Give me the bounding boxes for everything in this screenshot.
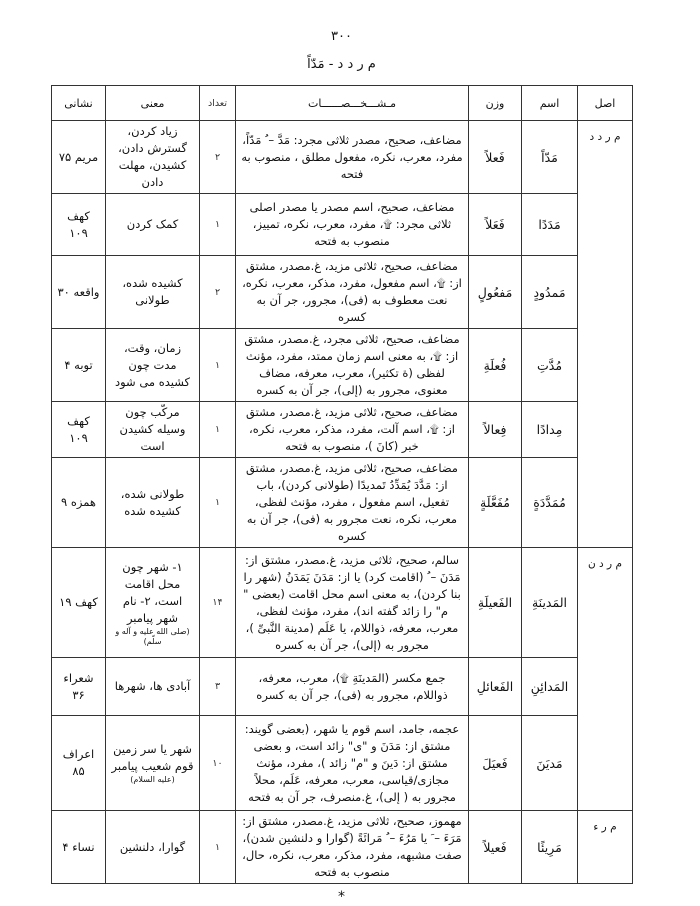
page-content <box>51 0 632 906</box>
address-cell: توبه ۴ <box>52 329 106 402</box>
footnote-mark: * <box>338 889 345 905</box>
meaning-cell <box>106 716 200 811</box>
wazn-cell: مُفَعَّلَةٍ <box>469 458 522 548</box>
table-row <box>52 811 633 884</box>
wazn-cell: فَعَلاً <box>469 194 522 256</box>
meaning-cell <box>106 256 200 329</box>
meaning-text: آبادی ها، شهرها <box>114 679 191 693</box>
table-row <box>52 402 633 458</box>
table-row <box>52 658 633 716</box>
meaning-cell <box>106 402 200 458</box>
meaning-note: (علیه السلام) <box>130 775 175 784</box>
table-row <box>52 256 633 329</box>
count-cell: ۱ <box>200 402 236 458</box>
meaning-cell <box>106 121 200 194</box>
address-cell: کهف ۱۰۹ <box>52 194 106 256</box>
address-cell: همزه ۹ <box>52 458 106 548</box>
table-row <box>52 329 633 402</box>
meaning-note: (صلی الله علیه و آله و سلّم) <box>115 626 190 646</box>
root-cell: م ر د ن <box>578 548 633 811</box>
meaning-cell <box>106 194 200 256</box>
meaning-cell <box>106 329 200 402</box>
count-cell: ۳ <box>200 658 236 716</box>
ism-cell: المَدینَةِ <box>522 548 578 658</box>
meaning-cell <box>106 548 200 658</box>
table-row <box>52 548 633 658</box>
description-cell: مهموز، صحیح، ثلاثی مزید، غ.مصدر، مشتق از: مَرَءَ – َ یا مَرُءَ – ُ مَرائَةً (گوارا و دلنشین شدن)، صفت مشبهه، مفرد، مذکر، معرب، نکره، حال، منصوب به فتحه <box>236 811 469 884</box>
header-meaning: معنی <box>106 86 200 121</box>
description-cell: مضاعف، صحیح، اسم مصدر یا مصدر اصلی ثلاثی مجرد: ۩، مفرد، معرب، نکره، تمییز، منصوب به فتحه <box>236 194 469 256</box>
root-cell: م ر د د <box>578 121 633 548</box>
page-number: ۳۰۰ <box>331 29 352 44</box>
count-cell: ۱ <box>200 458 236 548</box>
count-cell: ۱ <box>200 811 236 884</box>
ism-cell: المَدائِنِ <box>522 658 578 716</box>
meaning-text: کمک کردن <box>126 217 179 231</box>
count-cell: ۱۴ <box>200 548 236 658</box>
ism-cell: مَدیَنَ <box>522 716 578 811</box>
wazn-cell: الفَعائلِ <box>469 658 522 716</box>
meaning-text: ۱- شهر چون محل اقامت است، ۲- نام شهر پیامبر <box>122 559 183 625</box>
address-cell: اعراف ۸۵ <box>52 716 106 811</box>
wazn-cell: فُعلَةِ <box>469 329 522 402</box>
description-cell: عجمه، جامد، اسم قوم یا شهر، (بعضی گویند: مشتق از: مَدَنَ و "ی" زائد است، و بعضی مشتق از: دَینَ و "م" زائد )، مفرد، مؤنث مجازی/قیاسی، معرب، معرفه، عَلَم، محلاً مجرور به ( إلی)، غ.منصرف، جر آن به فتحه <box>236 716 469 811</box>
meaning-cell <box>106 458 200 548</box>
wazn-cell: فَعیَلَ <box>469 716 522 811</box>
meaning-text: شهر یا سر زمین قوم شعیب پیامبر <box>111 742 194 773</box>
address-cell: کهف ۱۹ <box>52 548 106 658</box>
address-cell: کهف ۱۰۹ <box>52 402 106 458</box>
wazn-cell: الفَعیلَةِ <box>469 548 522 658</box>
ism-cell: مُدَّتِ <box>522 329 578 402</box>
meaning-text: کشیده شده، طولانی <box>122 276 183 307</box>
header-ism: اسم <box>522 86 578 121</box>
wazn-cell: فَعیلاً <box>469 811 522 884</box>
table-header-row <box>52 86 633 121</box>
root-cell: م ر ء <box>578 811 633 884</box>
count-cell: ۱ <box>200 194 236 256</box>
header-address: نشانی <box>52 86 106 121</box>
table-row <box>52 121 633 194</box>
description-cell: مضاعف، صحیح، ثلاثی مزید، غ.مصدر، مشتق از: ۩، اسم آلت، مفرد، مذکر، معرب، نکره، خبر (کانَ )، منصوب به فتحه <box>236 402 469 458</box>
count-cell: ۲ <box>200 256 236 329</box>
ism-cell: مِدادًا <box>522 402 578 458</box>
page-title: م ر د د - مَدّاً <box>307 57 376 72</box>
table-row <box>52 458 633 548</box>
address-cell: نساء ۴ <box>52 811 106 884</box>
meaning-cell <box>106 658 200 716</box>
description-cell: مضاعف، صحیح، ثلاثی مزید، غ.مصدر، مشتق از: ۩، اسم مفعول، مفرد، مذکر، معرب، نکره، نعت معطوف به (فی)، مجرور، جر آن به کسره <box>236 256 469 329</box>
ism-cell: مَدَدًا <box>522 194 578 256</box>
wazn-cell: مَفعُولٍ <box>469 256 522 329</box>
wazn-cell: فِعالاً <box>469 402 522 458</box>
table-row <box>52 716 633 811</box>
meaning-text: مرکّب چون وسیله کشیدن است <box>119 405 186 453</box>
header-moshakhasat: مـشـــخـــصــــــات <box>236 86 469 121</box>
wazn-cell: فَعلاً <box>469 121 522 194</box>
ism-cell: مُمَدَّدَةٍ <box>522 458 578 548</box>
description-cell: مضاعف، صحیح، مصدر ثلاثی مجرد: مَدَّ – ُ مَدّاً، مفرد، معرب، نکره، مفعول مطلق ، منصوب به فتحه <box>236 121 469 194</box>
table-row <box>52 194 633 256</box>
description-cell: جمع مکسر (المَدینَةِ ۩)، معرب، معرفه، ذواللام، مجرور به (فی)، جر آن به کسره <box>236 658 469 716</box>
address-cell: واقعه ۳۰ <box>52 256 106 329</box>
meaning-text: زمان، وقت، مدت چون کشیده می شود <box>114 340 191 389</box>
meaning-cell <box>106 811 200 884</box>
word-table <box>51 85 633 884</box>
description-cell: سالم، صحیح، ثلاثی مزید، غ.مصدر، مشتق از: مَدَنَ – ُ (اقامت کرد) یا از: مَدَنَ یَمَدَنُ (شهر را بنا کردن)، به معنی اسم محل اقامت (بعضی " م" را زائد گفته اند)، مفرد، مؤنث لفظی، معرب، معرفه، ذواللام، یا عَلَم (مدینة النَّبیِّ )، مجرور به (إلی)، جر آن به کسره <box>236 548 469 658</box>
count-cell: ۲ <box>200 121 236 194</box>
description-cell: مضاعف، صحیح، ثلاثی مزید، غ.مصدر، مشتق از: مَدَّدَ یُمَدِّدُ تَمدیدًا (طولانی کردن)، باب تفعیل، اسم مفعول ، مفرد، مؤنث لفظی، معرب، نکره، نعت مجرور به (فی)، جر آن به کسره <box>236 458 469 548</box>
address-cell: شعراء ۳۶ <box>52 658 106 716</box>
header-count: تعداد <box>200 86 236 121</box>
meaning-text: گوارا، دلنشین <box>119 839 186 854</box>
ism-cell: مَرِیئًا <box>522 811 578 884</box>
header-wazn: وزن <box>469 86 522 121</box>
count-cell: ۱۰ <box>200 716 236 811</box>
meaning-text: زیاد کردن، گسترش دادن، کشیدن، مهلت دادن <box>118 124 187 189</box>
count-cell: ۱ <box>200 329 236 402</box>
header-asl: اصل <box>578 86 633 121</box>
ism-cell: مَمدُودٍ <box>522 256 578 329</box>
meaning-text: طولانی شده، کشیده شده <box>120 486 185 518</box>
description-cell: مضاعف، صحیح، ثلاثی مجرد، غ.مصدر، مشتق از: ۩، به معنی اسم زمان ممتد، مفرد، مؤنث لفظی (ة تکثیر)، معرب، معرفه، مضاف معنوی، مجرور به (إلی)، جر آن به کسره <box>236 329 469 402</box>
address-cell: مریم ۷۵ <box>52 121 106 194</box>
ism-cell: مَدّاً <box>522 121 578 194</box>
